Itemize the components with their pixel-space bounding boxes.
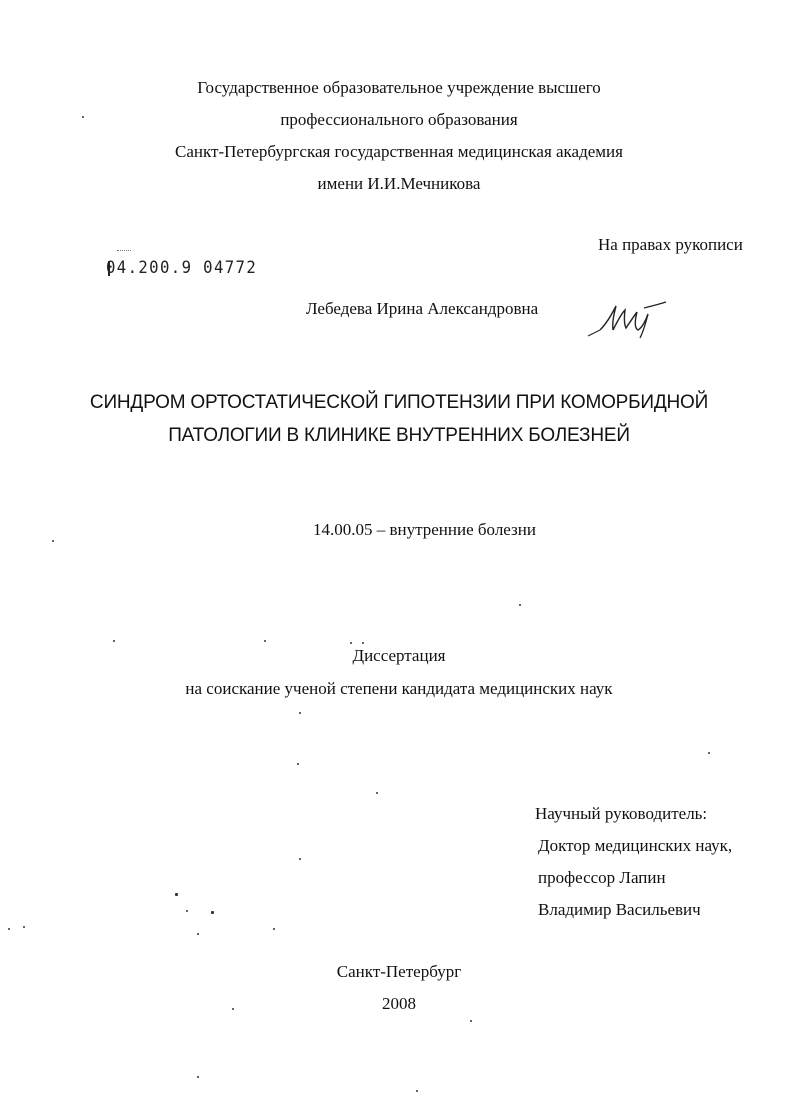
degree-sought: на соискание ученой степени кандидата медицинских наук [185, 679, 613, 698]
author-name: Лебедева Ирина Александровна [306, 299, 539, 318]
institution-line-2: профессионального образования [280, 110, 518, 129]
scan-speck [186, 910, 188, 912]
scan-speck [52, 540, 54, 542]
institution-line-3: Санкт-Петербургская государственная медицинская академия [175, 142, 623, 161]
scan-speck [299, 712, 301, 714]
scan-speck [350, 642, 352, 644]
scan-speck [297, 763, 299, 765]
scan-speck [416, 1090, 418, 1092]
scan-speck [82, 116, 84, 118]
scan-speck [470, 1020, 472, 1022]
scan-speck [113, 640, 115, 642]
footer-year: 2008 [382, 994, 416, 1013]
scan-speck [175, 893, 178, 896]
scan-speck [299, 858, 301, 860]
scan-speck [197, 1076, 199, 1078]
specialty-code: 14.00.05 – внутренние болезни [313, 520, 536, 539]
scan-speck [8, 928, 10, 930]
institution-line-1: Государственное образовательное учреждение высшего [197, 78, 601, 97]
title-line-1: СИНДРОМ ОРТОСТАТИЧЕСКОЙ ГИПОТЕНЗИИ ПРИ КОМОРБИДНОЙ [89, 392, 709, 413]
signature-icon [586, 300, 670, 340]
supervisor-title: профессор Лапин [538, 868, 666, 887]
scan-speck [273, 928, 275, 930]
supervisor-label: Научный руководитель: [535, 804, 708, 823]
scan-speck [211, 911, 214, 914]
registration-stamp: 04.200.9 04772 [106, 258, 258, 278]
footer-city: Санкт-Петербург [336, 962, 462, 981]
scan-speck [197, 933, 199, 935]
supervisor-degree: Доктор медицинских наук, [538, 836, 733, 855]
document-type: Диссертация [352, 646, 446, 665]
scan-speck [362, 642, 364, 644]
title-line-2: ПАТОЛОГИИ В КЛИНИКЕ ВНУТРЕННИХ БОЛЕЗНЕЙ [168, 425, 630, 446]
scan-speck [708, 752, 710, 754]
stamp-mark [117, 250, 131, 253]
supervisor-name: Владимир Васильевич [538, 900, 701, 919]
scan-speck [519, 604, 521, 606]
institution-line-4: имени И.И.Мечникова [317, 174, 481, 193]
rights-notice: На правах рукописи [598, 235, 743, 254]
scan-speck [23, 926, 25, 928]
scan-speck [232, 1008, 234, 1010]
scan-speck [264, 640, 266, 642]
scan-speck [376, 792, 378, 794]
